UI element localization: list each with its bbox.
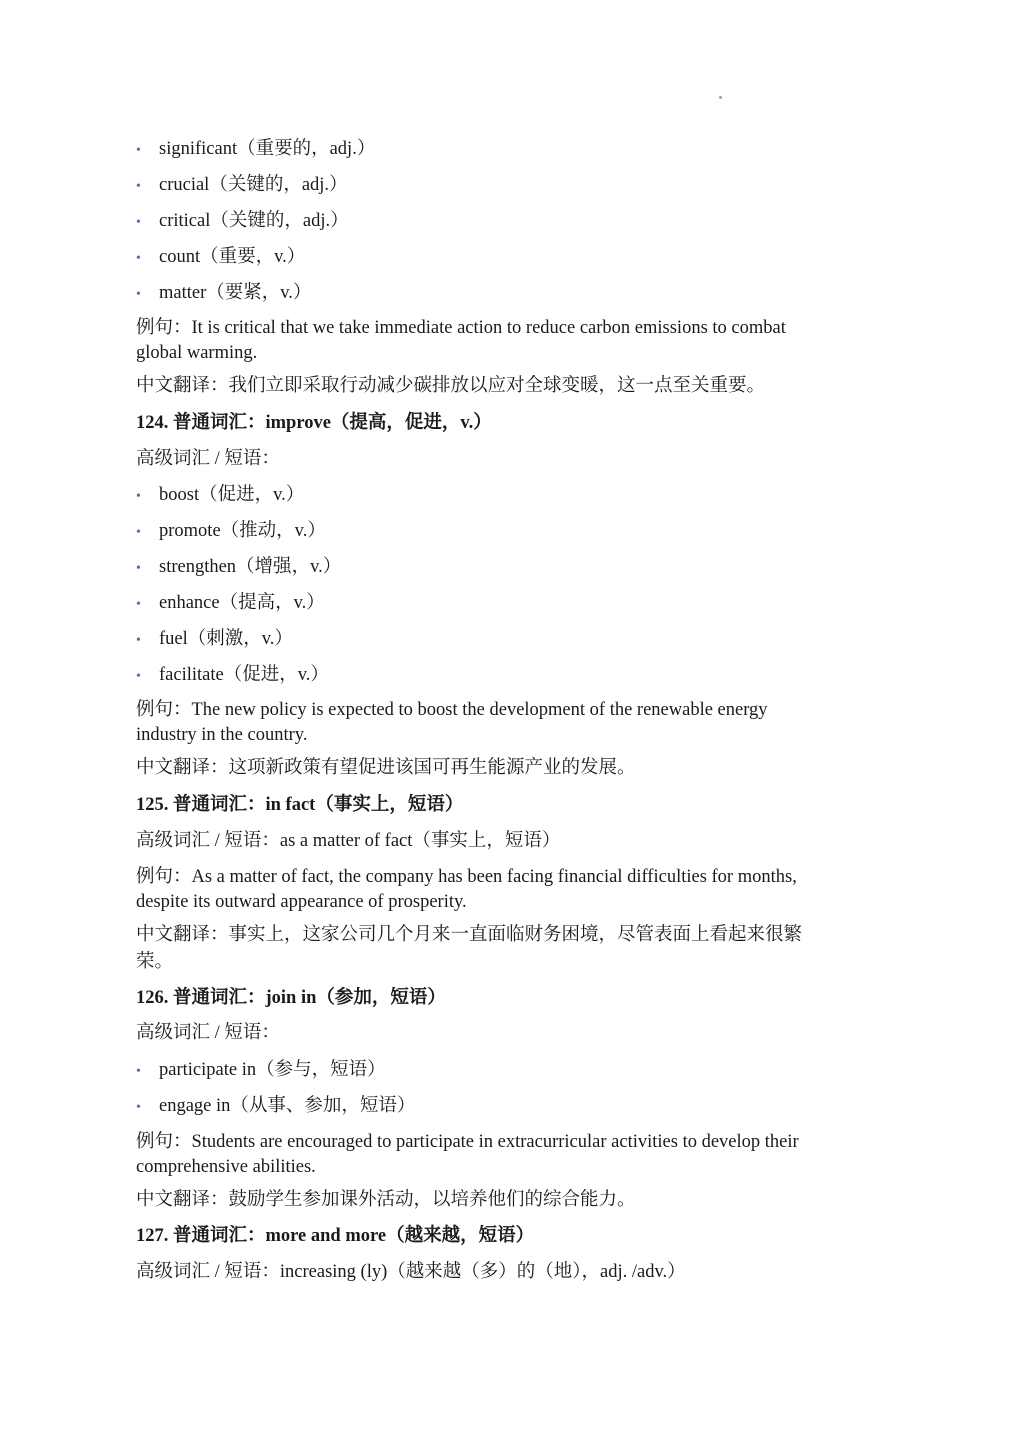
list-item: • strengthen（增强，v.） bbox=[136, 555, 341, 581]
list-item: • boost（促进，v.） bbox=[136, 483, 304, 509]
bullet-icon: • bbox=[136, 179, 141, 194]
list-item: • count（重要，v.） bbox=[136, 245, 305, 271]
bullet-icon: • bbox=[136, 215, 141, 230]
bullet-icon: • bbox=[136, 1064, 141, 1079]
advanced-vocab-label: 高级词汇 / 短语： bbox=[136, 449, 280, 469]
example-sentence-cont: global warming. bbox=[136, 343, 258, 363]
advanced-vocab-label: 高级词汇 / 短语：increasing (ly)（越来越（多）的（地），adj. /adv.） bbox=[136, 1262, 686, 1282]
section-heading: 126. 普通词汇：join in（参加，短语） bbox=[136, 988, 446, 1008]
list-item: • participate in（参与，短语） bbox=[136, 1058, 386, 1084]
list-item: • matter（要紧，v.） bbox=[136, 281, 311, 307]
bullet-icon: • bbox=[136, 251, 141, 266]
advanced-vocab-label: 高级词汇 / 短语： bbox=[136, 1023, 280, 1043]
bullet-icon: • bbox=[136, 1100, 141, 1115]
list-item: • fuel（刺激，v.） bbox=[136, 627, 293, 653]
list-item: • facilitate（促进，v.） bbox=[136, 663, 329, 689]
list-item: • promote（推动，v.） bbox=[136, 519, 326, 545]
bullet-icon: • bbox=[136, 633, 141, 648]
example-sentence: 例句：The new policy is expected to boost the development of the renewable energy bbox=[136, 700, 768, 720]
bullet-icon: • bbox=[136, 561, 141, 576]
translation-cont: 荣。 bbox=[136, 952, 174, 972]
list-item: • engage in（从事、参加，短语） bbox=[136, 1094, 415, 1120]
example-sentence-cont: despite its outward appearance of prosperity. bbox=[136, 892, 467, 912]
list-item: • crucial（关键的，adj.） bbox=[136, 173, 348, 199]
example-sentence: 例句：It is critical that we take immediate action to reduce carbon emissions to combat bbox=[136, 318, 786, 338]
translation: 中文翻译：鼓励学生参加课外活动，以培养他们的综合能力。 bbox=[136, 1190, 636, 1210]
bullet-icon: • bbox=[136, 597, 141, 612]
bullet-icon: • bbox=[136, 143, 141, 158]
translation: 中文翻译：这项新政策有望促进该国可再生能源产业的发展。 bbox=[136, 758, 636, 778]
list-item: • critical（关键的，adj.） bbox=[136, 209, 349, 235]
example-sentence-cont: comprehensive abilities. bbox=[136, 1157, 316, 1177]
bullet-icon: • bbox=[136, 669, 141, 684]
list-item: • enhance（提高，v.） bbox=[136, 591, 325, 617]
section-heading: 124. 普通词汇：improve（提高，促进，v.） bbox=[136, 413, 492, 433]
example-sentence: 例句：Students are encouraged to participate in extracurricular activities to develop their bbox=[136, 1132, 799, 1152]
translation: 中文翻译：事实上，这家公司几个月来一直面临财务困境，尽管表面上看起来很繁 bbox=[136, 925, 803, 945]
advanced-vocab-label: 高级词汇 / 短语：as a matter of fact（事实上，短语） bbox=[136, 831, 561, 851]
section-heading: 125. 普通词汇：in fact（事实上，短语） bbox=[136, 795, 464, 815]
bullet-icon: • bbox=[136, 489, 141, 504]
example-sentence-cont: industry in the country. bbox=[136, 725, 308, 745]
bullet-icon: • bbox=[136, 525, 141, 540]
page-mark bbox=[719, 96, 722, 99]
list-item: • significant（重要的，adj.） bbox=[136, 137, 375, 163]
translation: 中文翻译：我们立即采取行动减少碳排放以应对全球变暖，这一点至关重要。 bbox=[136, 376, 766, 396]
example-sentence: 例句：As a matter of fact, the company has been facing financial difficulties for months, bbox=[136, 867, 797, 887]
section-heading: 127. 普通词汇：more and more（越来越，短语） bbox=[136, 1226, 535, 1246]
bullet-icon: • bbox=[136, 287, 141, 302]
